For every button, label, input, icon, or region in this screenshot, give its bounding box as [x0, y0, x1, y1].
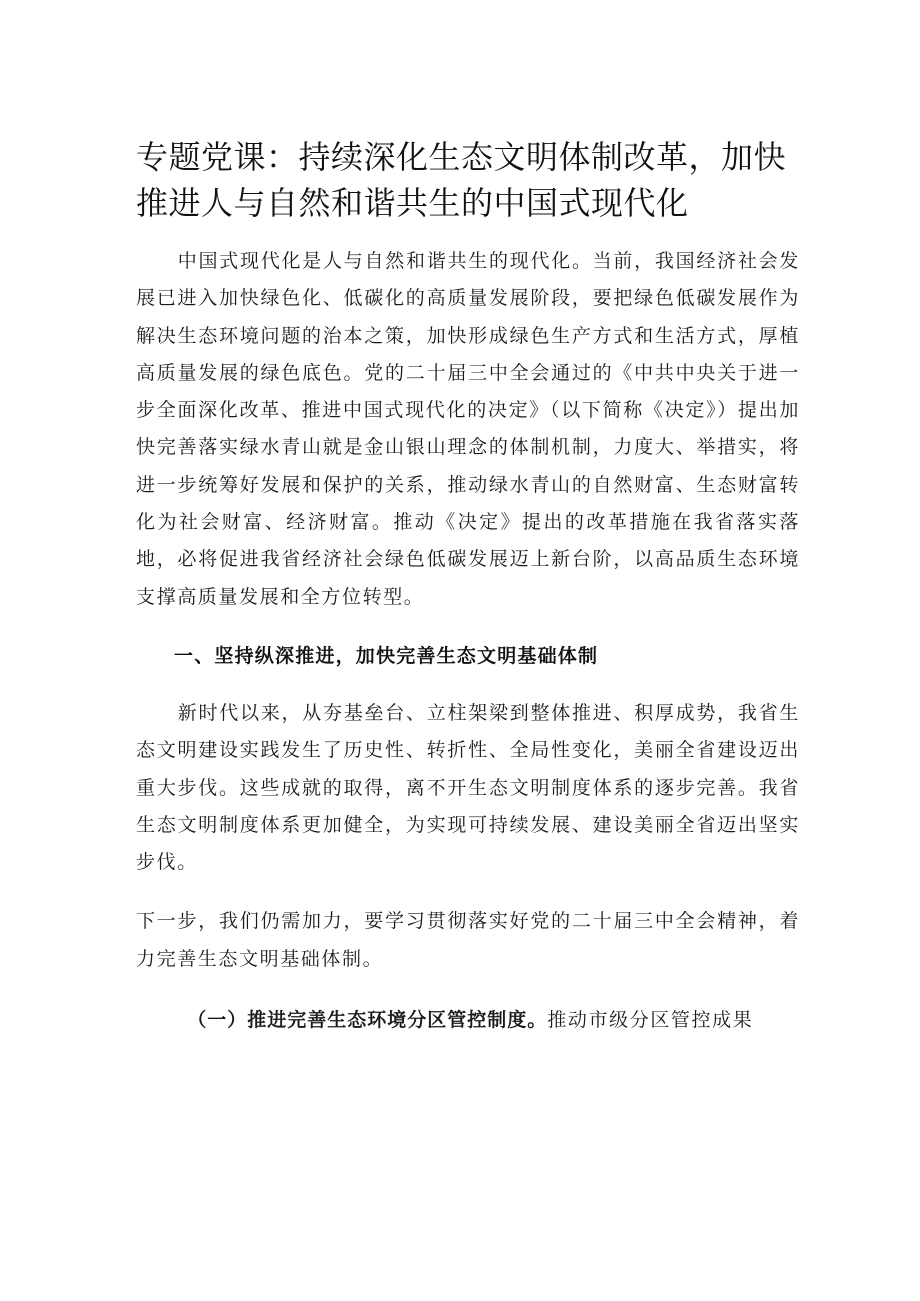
paragraph-achievements: 新时代以来，从夯基垒台、立柱架梁到整体推进、积厚成势，我省生态文明建设实践发生了历史性、转折性、全局性变化，美丽全省建设迈出重大步伐。这些成就的取得，离不开生态文明制度体系的逐步完善。我省生态文明制度体系更加健全，为实现可持续发展、建设美丽全省迈出坚实步伐。	[136, 701, 800, 874]
title-line-2: 推进人与自然和谐共生的中国式现代化	[136, 184, 689, 222]
paragraph-subsection-1	[136, 1002, 800, 1039]
paragraph-intro: 中国式现代化是人与自然和谐共生的现代化。当前，我国经济社会发展已进入加快绿色化、低碳化的高质量发展阶段，要把绿色低碳发展作为解决生态环境问题的治本之策，加快形成绿色生产方式和生活方式，厚植高质量发展的绿色底色。党的二十届三中全会通过的《中共中央关于进一步全面深化改革、推进中国式现代化的决定》（以下简称《决定》）提出加快完善落实绿水青山就是金山银山理念的体制机制，力度大、举措实，将进一步统筹好发展和保护的关系，推动绿水青山的自然财富、生态财富转化为社会财富、经济财富。推动《决定》提出的改革措施在我省落实落地，必将促进我省经济社会绿色低碳发展迈上新台阶，以高品质生态环境支撑高质量发展和全方位转型。	[136, 250, 800, 608]
section-heading-1: 一、坚持纵深推进，加快完善生态文明基础体制	[174, 644, 599, 667]
subsection-1-text: 推动市级分区管控成果	[547, 1009, 754, 1032]
document-title	[136, 134, 800, 226]
document-page	[136, 134, 800, 1039]
paragraph-next-step: 下一步，我们仍需加力，要学习贯彻落实好党的二十届三中全会精神，着力完善生态文明基础体制。	[136, 910, 800, 970]
subsection-1-heading: （一）推进完善生态环境分区管控制度。	[187, 1009, 548, 1032]
title-line-1: 专题党课：持续深化生态文明体制改革，加快	[136, 138, 787, 176]
